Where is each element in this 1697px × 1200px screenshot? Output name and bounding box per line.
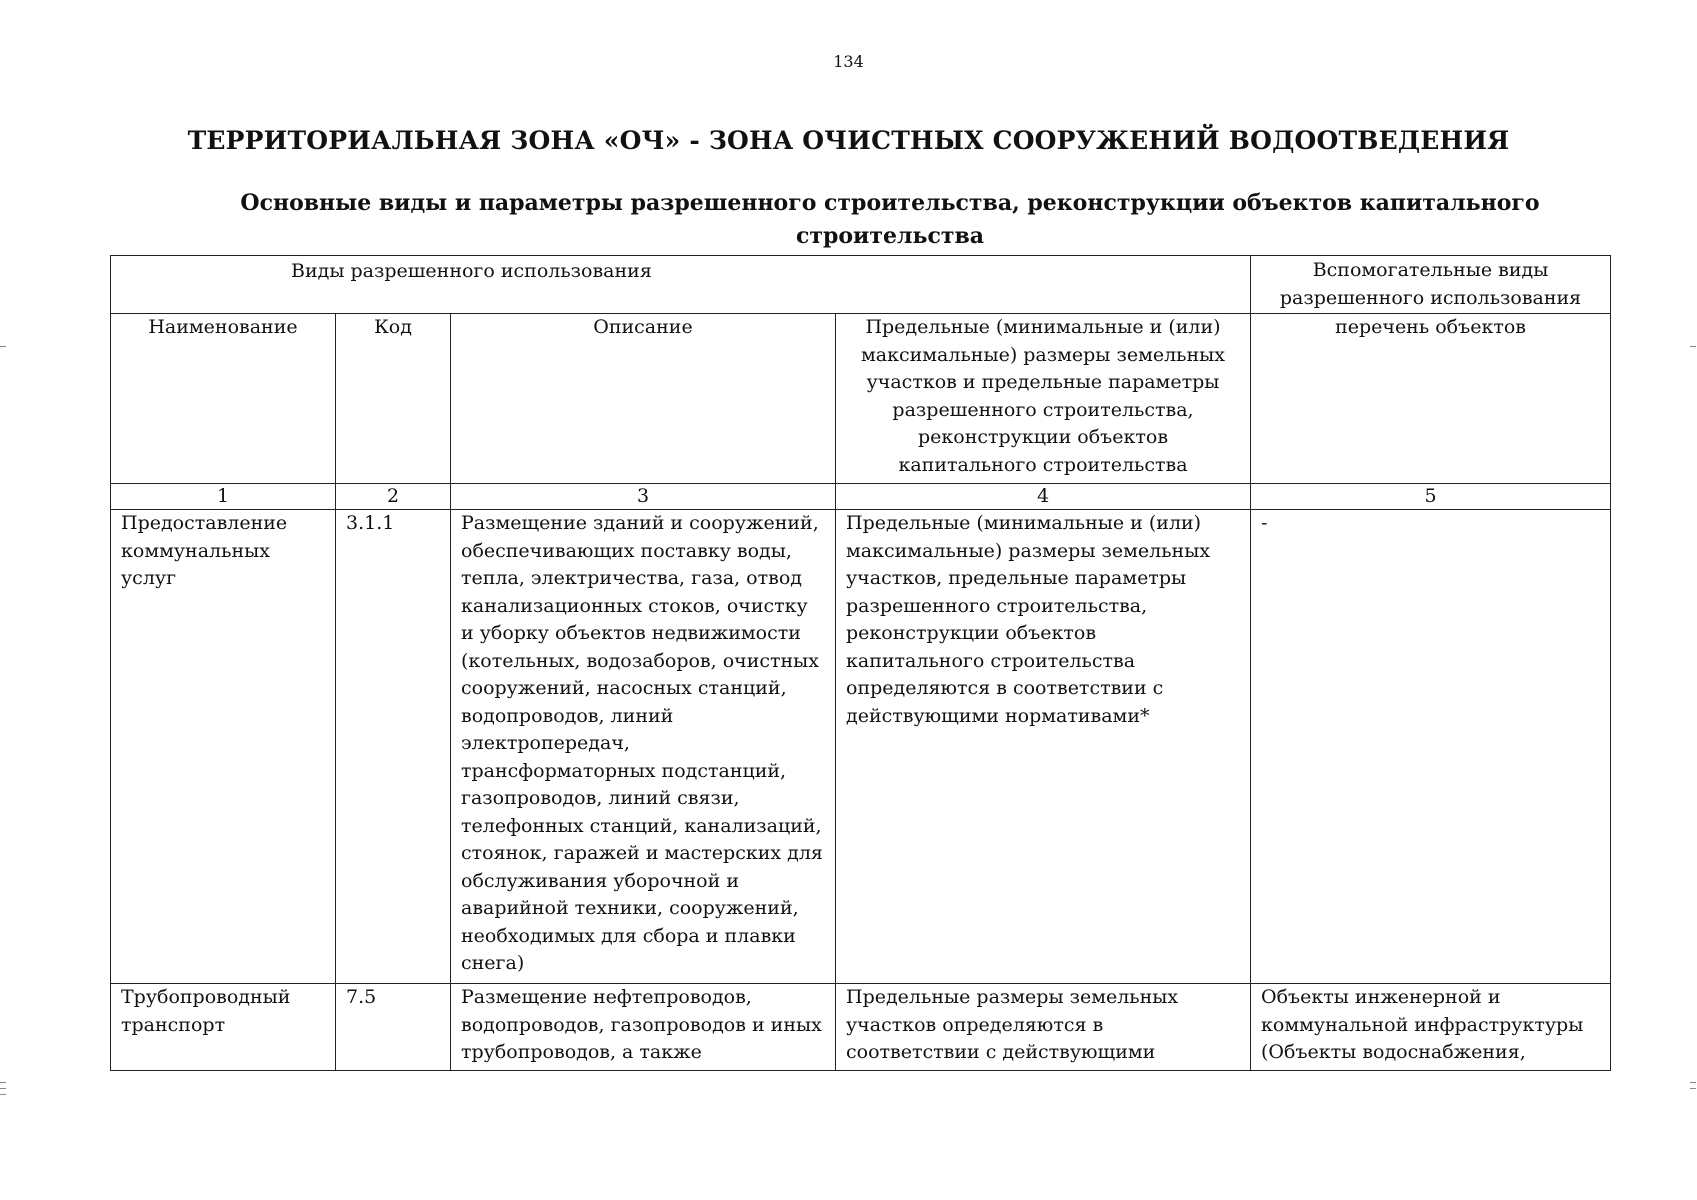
column-number: 2 (336, 484, 451, 510)
scan-edge-mark (1690, 1088, 1696, 1089)
section-title: Основные виды и параметры разрешенного строительства, реконструкции объектов капитального строительства (240, 190, 1540, 249)
cell-code: 3.1.1 (336, 510, 451, 984)
cell-name: Предоставление коммунальных услуг (111, 510, 336, 984)
cell-description: Размещение зданий и сооружений, обеспечивающих поставку воды, тепла, электричества, газа, отвод канализационных стоков, очистку и уборку объектов недвижимости (котельных, водозаборов, очистных сооружений, насосных станций, водопроводов, линий электропередач, трансформаторных подстанций, газопроводов, линий связи, телефонных станций, канализаций, стоянок, гаражей и мастерских для обслуживания уборочной и аварийной техники, сооружений, необходимых для сбора и плавки снега) (451, 510, 836, 984)
scan-edge-mark (1690, 346, 1696, 347)
table-header-group-row (111, 256, 1611, 314)
header-permitted-uses: Виды разрешенного использования (111, 256, 1251, 314)
scan-edge-mark (0, 1088, 6, 1089)
cell-auxiliary: Объекты инженерной и коммунальной инфраструктуры (Объекты водоснабжения, (1251, 984, 1611, 1071)
column-header-objects-list: перечень объектов (1251, 314, 1611, 484)
cell-auxiliary: - (1251, 510, 1611, 984)
table-row (111, 984, 1611, 1071)
table-header-row (111, 314, 1611, 484)
column-number: 1 (111, 484, 336, 510)
column-number-row (111, 484, 1611, 510)
column-header-limits: Предельные (минимальные и (или) максимальные) размеры земельных участков и предельные параметры разрешенного строительства, реконструкции объектов капитального строительства (836, 314, 1251, 484)
page-number: 134 (833, 52, 864, 71)
scan-edge-mark (0, 1082, 6, 1083)
column-number: 5 (1251, 484, 1611, 510)
cell-code: 7.5 (336, 984, 451, 1071)
cell-limits: Предельные (минимальные и (или) максимальные) размеры земельных участков, предельные параметры разрешенного строительства, реконструкции объектов капитального строительства определяются в соответствии с действующими нормативами* (836, 510, 1251, 984)
header-auxiliary-uses: Вспомогательные виды разрешенного использования (1251, 256, 1611, 314)
column-number: 4 (836, 484, 1251, 510)
column-header-name: Наименование (111, 314, 336, 484)
column-header-code: Код (336, 314, 451, 484)
scan-edge-mark (0, 346, 6, 347)
zone-title: ТЕРРИТОРИАЛЬНАЯ ЗОНА «ОЧ» - ЗОНА ОЧИСТНЫХ СООРУЖЕНИЙ ВОДООТВЕДЕНИЯ (187, 126, 1510, 155)
cell-name: Трубопроводный транспорт (111, 984, 336, 1071)
scan-edge-mark (1690, 1082, 1696, 1083)
cell-description: Размещение нефтепроводов, водопроводов, газопроводов и иных трубопроводов, а также (451, 984, 836, 1071)
cell-limits: Предельные размеры земельных участков определяются в соответствии с действующими (836, 984, 1251, 1071)
permitted-use-table (110, 255, 1611, 1071)
scan-edge-mark (0, 1094, 6, 1095)
column-number: 3 (451, 484, 836, 510)
column-header-description: Описание (451, 314, 836, 484)
table-row (111, 510, 1611, 984)
